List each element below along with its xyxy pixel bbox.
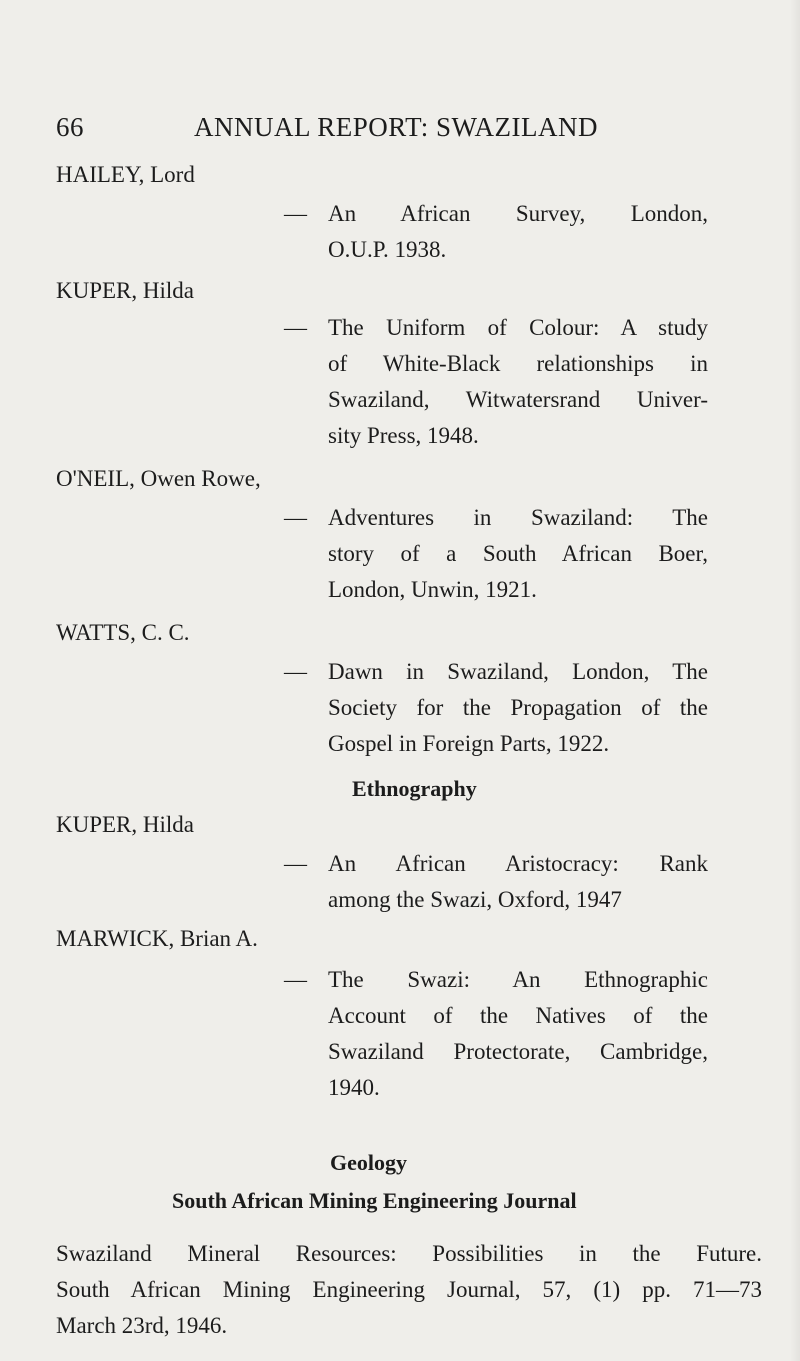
section-heading-ethnography: Ethnography: [352, 776, 477, 801]
citation-line: among the Swazi, Oxford, 1947: [328, 887, 622, 912]
entry-author: MARWICK, Brian A.: [56, 926, 258, 951]
citation-line: Adventures in Swaziland: The: [328, 505, 708, 530]
entry-dash: —: [284, 505, 307, 530]
citation-line: Swaziland, Witwatersrand Univer-: [328, 387, 708, 412]
entry-citation: [284, 500, 708, 608]
page-edge-shadow: [790, 0, 800, 1361]
citation-line: story of a South African Boer,: [328, 541, 708, 566]
running-title: ANNUAL REPORT: SWAZILAND: [194, 112, 599, 142]
page-number: 66: [56, 112, 84, 142]
citation-line: of White-Black relationships in: [328, 351, 708, 376]
citation-line: The Uniform of Colour: A study: [328, 315, 708, 340]
entry-citation: [284, 846, 708, 918]
page-header: [56, 112, 756, 143]
citation-line: O.U.P. 1938.: [328, 237, 447, 262]
entry-dash: —: [284, 659, 307, 684]
journal-heading: South African Mining Engineering Journal: [172, 1188, 577, 1213]
citation-line: Swaziland Protectorate, Cambridge,: [328, 1039, 708, 1064]
citation-line: Swaziland Mineral Resources: Possibilities in the Future.: [56, 1241, 762, 1266]
entry-citation: [284, 962, 708, 1106]
citation-line: sity Press, 1948.: [328, 423, 479, 448]
entry-author: WATTS, C. C.: [56, 620, 190, 645]
section-heading-geology: Geology: [330, 1150, 407, 1175]
entry-citation: [284, 654, 708, 762]
citation-line: London, Unwin, 1921.: [328, 577, 537, 602]
citation-line: Gospel in Foreign Parts, 1922.: [328, 731, 610, 756]
geology-citation: [56, 1236, 762, 1344]
citation-line: Dawn in Swaziland, London, The: [328, 659, 708, 684]
citation-line: March 23rd, 1946.: [56, 1313, 228, 1338]
entry-author: O'NEIL, Owen Rowe,: [56, 466, 261, 491]
entry-citation: [284, 310, 708, 454]
entry-author: KUPER, Hilda: [56, 812, 194, 837]
entry-citation: [284, 196, 708, 268]
entry-author: HAILEY, Lord: [56, 162, 195, 187]
entry-author: KUPER, Hilda: [56, 278, 194, 303]
entry-dash: —: [284, 967, 307, 992]
citation-line: Account of the Natives of the: [328, 1003, 708, 1028]
citation-line: South African Mining Engineering Journal, 57, (1) pp. 71—73: [56, 1277, 762, 1302]
citation-line: Society for the Propagation of the: [328, 695, 708, 720]
entry-dash: —: [284, 315, 307, 340]
citation-line: An African Survey, London,: [328, 201, 708, 226]
entry-dash: —: [284, 201, 307, 226]
citation-line: 1940.: [328, 1075, 380, 1100]
entry-dash: —: [284, 851, 307, 876]
citation-line: An African Aristocracy: Rank: [328, 851, 708, 876]
citation-line: The Swazi: An Ethnographic: [328, 967, 708, 992]
